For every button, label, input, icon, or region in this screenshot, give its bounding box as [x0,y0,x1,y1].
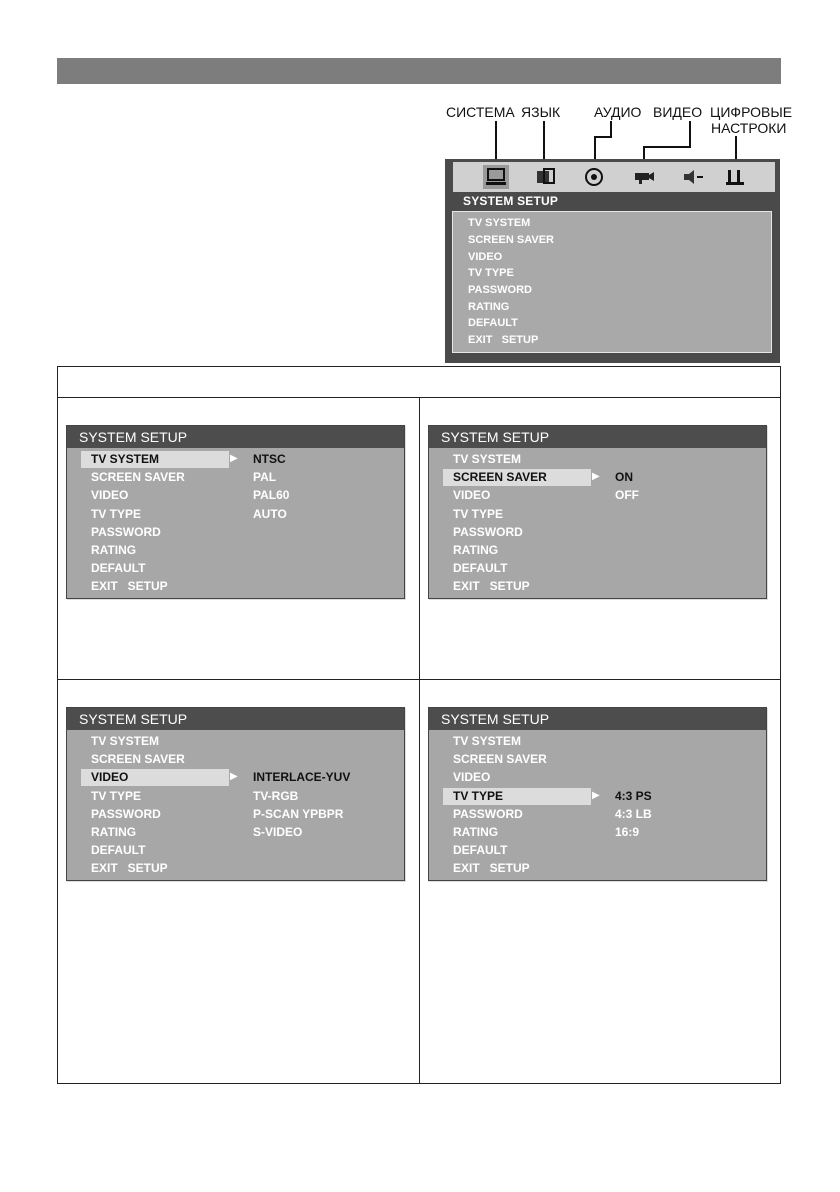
menu-item[interactable]: EXIT SETUP [91,861,168,876]
option-item[interactable]: S-VIDEO [253,825,303,839]
panel-title: SYSTEM SETUP [79,711,188,727]
option-item[interactable]: P-SCAN YPBPR [253,806,344,821]
grid-left-line [57,366,58,1084]
label-audio: АУДИО [594,104,642,120]
connector-system [495,121,497,163]
menu-item[interactable]: RATING [453,543,499,557]
panel-tv-type [428,707,767,881]
menu-item[interactable]: EXIT SETUP [91,579,168,594]
main-menu-item[interactable]: SCREEN SAVER [468,234,554,246]
label-language: ЯЗЫК [521,104,561,120]
main-menu-item[interactable]: RATING [468,301,510,313]
label-digital-line1: ЦИФРОВЫЕ [710,104,793,120]
menu-item[interactable]: TV TYPE [91,506,142,521]
panel-screen-saver [428,425,767,599]
menu-item[interactable]: TV TYPE [91,788,142,803]
grid-center-line [419,397,420,1084]
option-item[interactable]: 4:3 LB [615,806,652,821]
main-menu-item[interactable]: DEFAULT [468,317,518,329]
menu-item[interactable]: TV SYSTEM [453,734,522,748]
main-menu-item[interactable]: TV TYPE [468,267,514,279]
submenu-arrow-icon: ▶ [592,789,600,801]
option-item[interactable]: OFF [615,488,639,503]
menu-item[interactable]: PASSWORD [453,524,523,539]
main-menu-item[interactable]: PASSWORD [468,284,532,296]
menu-item[interactable]: TV SYSTEM [91,734,160,748]
panel-title: SYSTEM SETUP [441,711,550,727]
menu-item[interactable]: VIDEO [91,770,129,785]
option-item[interactable]: 16:9 [615,825,640,839]
option-item[interactable]: PAL60 [253,488,290,503]
menu-item[interactable]: PASSWORD [453,806,523,821]
option-item[interactable]: INTERLACE-YUV [253,770,351,785]
video-camera-icon[interactable] [631,165,657,189]
audio-disc-icon[interactable] [581,165,607,189]
menu-item[interactable]: TV TYPE [453,788,504,803]
menu-item[interactable]: PASSWORD [91,524,161,539]
panel-title: SYSTEM SETUP [441,429,550,445]
menu-item[interactable]: DEFAULT [453,561,508,576]
main-menu-list [452,211,772,353]
connector-language [543,121,545,163]
option-item[interactable]: AUTO [253,506,287,521]
option-item[interactable]: ON [615,470,633,485]
option-item[interactable]: PAL [253,470,277,485]
menu-item[interactable]: SCREEN SAVER [453,752,547,767]
menu-item[interactable]: RATING [453,825,499,839]
label-digital-line2: НАСТРОКИ [711,120,787,136]
menu-item[interactable]: EXIT SETUP [453,861,530,876]
menu-item[interactable]: DEFAULT [453,843,508,858]
menu-item[interactable]: RATING [91,543,137,557]
speaker-icon[interactable] [680,165,706,189]
language-icon[interactable] [533,165,559,189]
menu-item[interactable]: SCREEN SAVER [91,752,185,767]
label-system: СИСТЕМА [446,104,515,120]
option-item[interactable]: TV-RGB [253,788,299,803]
submenu-arrow-icon: ▶ [592,471,600,483]
connector-audio-v [610,121,612,138]
menu-item[interactable]: TV TYPE [453,506,504,521]
panel-video [66,707,405,881]
menu-item[interactable]: DEFAULT [91,561,146,576]
menu-item[interactable]: VIDEO [453,770,491,785]
menu-item[interactable]: PASSWORD [91,806,161,821]
label-video: ВИДЕО [653,104,703,120]
menu-item[interactable]: DEFAULT [91,843,146,858]
submenu-arrow-icon: ▶ [230,771,238,783]
connector-video-v [689,121,691,148]
option-item[interactable]: NTSC [253,452,286,466]
grid-top-line [57,366,781,367]
main-menu-item[interactable]: VIDEO [468,251,503,263]
menu-item[interactable]: TV SYSTEM [453,452,522,466]
menu-item[interactable]: SCREEN SAVER [91,470,185,485]
menu-item[interactable]: RATING [91,825,137,839]
menu-item[interactable]: VIDEO [453,488,491,503]
option-item[interactable]: 4:3 PS [615,788,652,803]
main-menu-title: SYSTEM SETUP [463,194,559,208]
monitor-icon[interactable] [483,165,509,189]
menu-item[interactable]: VIDEO [91,488,129,503]
connector-video-h [643,146,691,148]
grid-right-line [780,366,781,1084]
submenu-arrow-icon: ▶ [230,453,238,464]
menu-item[interactable]: EXIT SETUP [453,579,530,594]
menu-item[interactable]: TV SYSTEM [91,452,160,466]
section-header-bar [57,58,781,84]
main-menu-item[interactable]: TV SYSTEM [468,217,531,229]
panel-tv-system [66,425,405,599]
menu-item[interactable]: SCREEN SAVER [453,470,547,485]
icon-bar [453,162,775,192]
main-menu-item[interactable]: EXIT SETUP [468,334,539,346]
digital-settings-icon[interactable] [722,165,748,189]
panel-title: SYSTEM SETUP [79,429,188,445]
